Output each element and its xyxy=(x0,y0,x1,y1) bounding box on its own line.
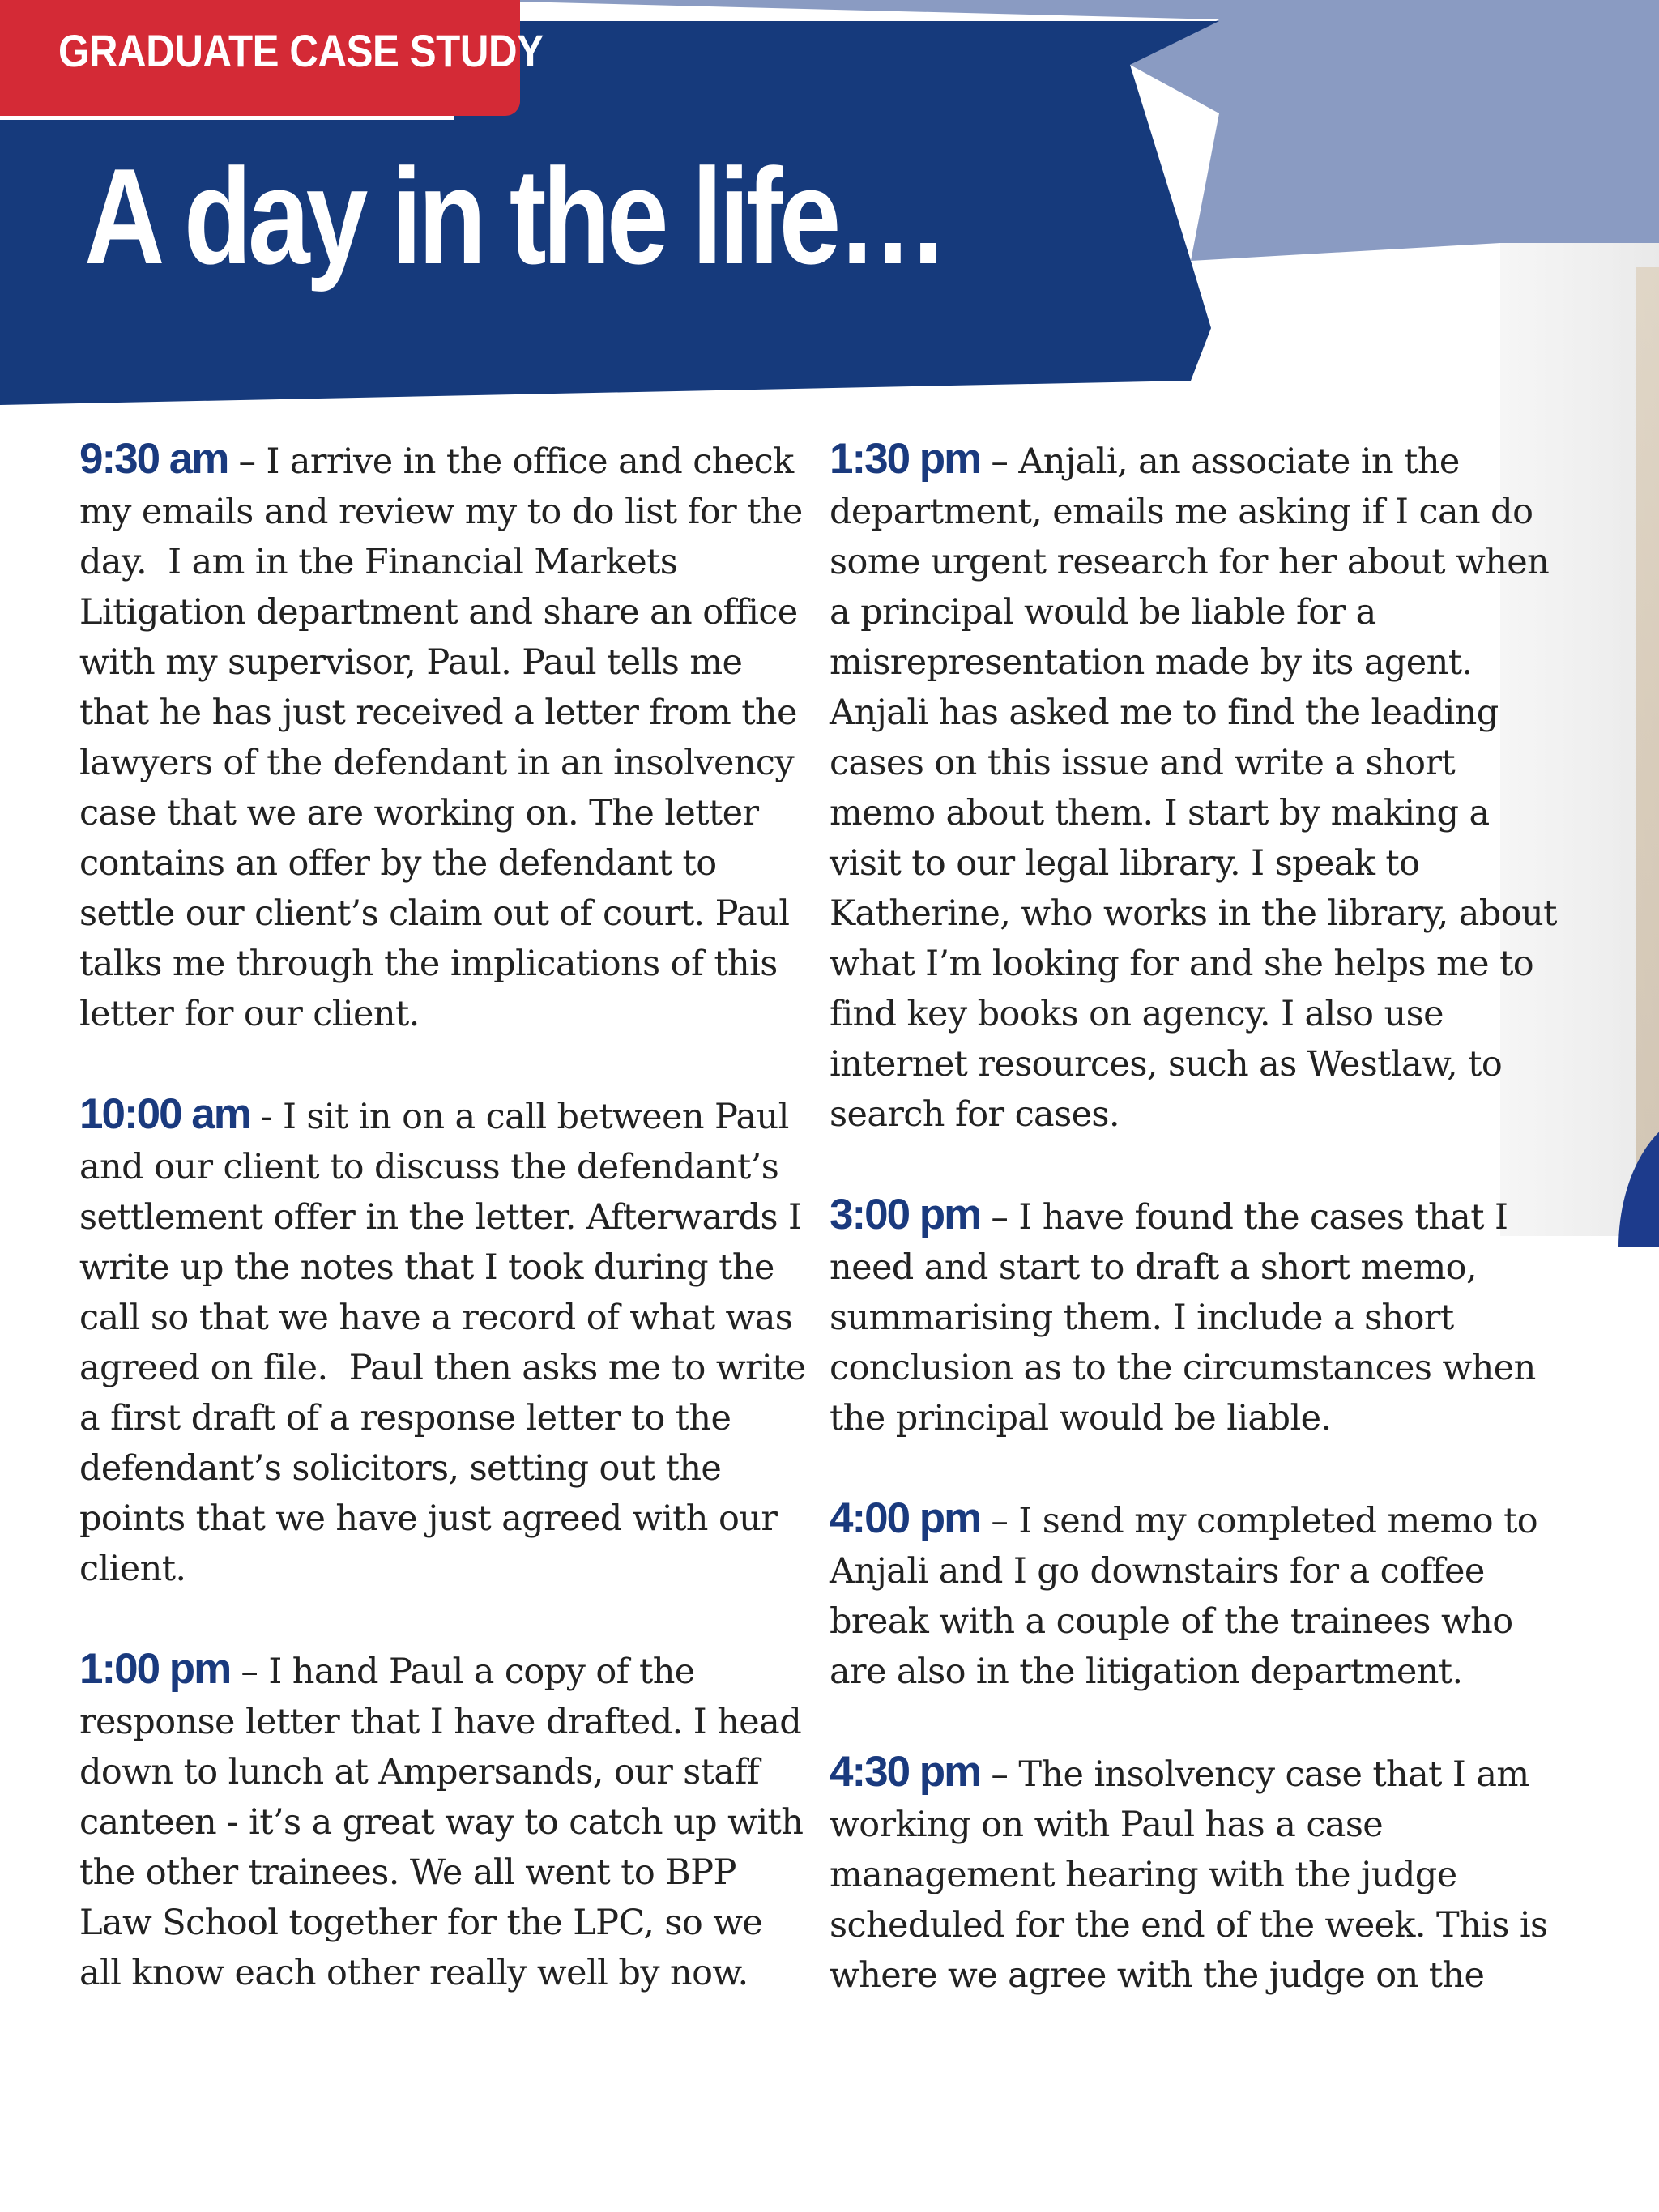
entry-time: 4:00 pm xyxy=(830,1494,981,1542)
entry-time: 1:30 pm xyxy=(830,435,981,483)
left-column xyxy=(79,434,808,2048)
timeline-entry-100 xyxy=(79,1644,808,1998)
section-tag xyxy=(0,0,544,116)
entry-text: – I send my completed memo to Anjali and I go downstairs for a coffee break with a couple of the trainees who are also in the litigation department. xyxy=(830,1501,1538,1692)
entry-text: – I hand Paul a copy of the response letter that I have drafted. I head down to lunch at Ampersands, our staff canteen - it’s a great way to catch up with the other trainees. We all went to BPP Law School together for the LPC, so we all know each other really well by now. xyxy=(79,1652,804,1993)
entry-time: 3:00 pm xyxy=(830,1191,981,1238)
timeline-entry-930 xyxy=(79,434,808,1039)
entry-time: 1:00 pm xyxy=(79,1645,231,1693)
portrait-hair xyxy=(1636,267,1659,1207)
entry-text: - I sit in on a call between Paul and our client to discuss the defendant’s settlement offer in the letter. Afterwards I write up the notes that I took during the call so that we have a record of what was agreed on file. Paul then asks me to write a first draft of a response letter to the defendant’s solicitors, setting out the points that we have just agreed with our client. xyxy=(79,1097,806,1589)
page-title: A day in the life… xyxy=(84,140,945,292)
right-column xyxy=(830,434,1559,2051)
entry-time: 4:30 pm xyxy=(830,1748,981,1796)
section-tag-label: GRADUATE CASE STUDY xyxy=(58,25,544,76)
timeline-entry-430 xyxy=(830,1747,1559,2001)
entry-text: – Anjali, an associate in the department, emails me asking if I can do some urgent research for her about when a principal would be liable for a misrepresentation made by its agent. Anjali has asked me to find the leading cases on this issue and write a short memo about them. I start by making a visit to our legal library. I speak to Katherine, who works in the library, about what I’m looking for and she helps me to find key books on agency. I also use internet resources, such as Westlaw, to search for cases. xyxy=(830,441,1557,1135)
timeline-entry-130 xyxy=(830,434,1559,1140)
timeline-entry-400 xyxy=(830,1494,1559,1697)
timeline-entry-1000 xyxy=(79,1089,808,1594)
entry-text: – I have found the cases that I need and start to draft a short memo, summarising them. I include a short conclusion as to the circumstances when the principal would be liable. xyxy=(830,1197,1536,1438)
entry-time: 10:00 am xyxy=(79,1090,250,1138)
entry-text: – I arrive in the office and check my emails and review my to do list for the day. I am in the Financial Markets Litigation department and share an office with my supervisor, Paul. Paul tells me that he has just received a letter from the lawyers of the defendant in an insolvency case that we are working on. The letter contains an offer by the defendant to settle our client’s claim out of court. Paul talks me through the implications of this letter for our client. xyxy=(79,441,803,1034)
entry-text: – The insolvency case that I am working on with Paul has a case management hearing with the judge scheduled for the end of the week. This is where we agree with the judge on the xyxy=(830,1754,1548,1996)
entry-time: 9:30 am xyxy=(79,435,228,483)
timeline-entry-300 xyxy=(830,1190,1559,1443)
